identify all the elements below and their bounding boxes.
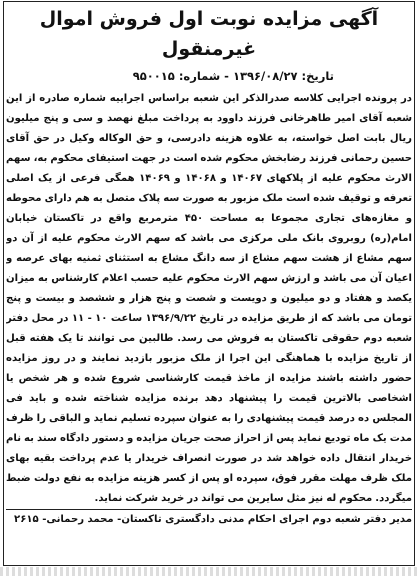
notice-date-number: تاریخ: ۱۳۹۶/۰۸/۲۷ - شماره: ۹۵۰۰۱۵	[132, 69, 334, 83]
notice-content	[6, 4, 412, 562]
notice-signature: مدیر دفتر شعبه دوم اجرای احکام مدنی دادگستری تاکستان- محمد رحمانی- ۲۶۱۵	[6, 509, 412, 530]
scan-edge	[0, 567, 418, 576]
notice-title: آگهی مزایده نوبت اول فروش اموال غیرمنقول	[39, 8, 379, 60]
notice-body: در پرونده اجرایی کلاسه صدرالذکر این شعبه براساس اجراییه شماره صادره از این شعبه آقای امیر طاهرخانی فرزند داوود به پرداخت مبلغ نهصد و سی و پنج میلیون ریال بابت اصل خواسته، به علاوه هزینه دادرسی، و حق الوکاله وکیل در حق آقای حسین رحمانی فرزند رضابخش محکوم شده است در جهت استیفای محکوم به، سهم الارث محکوم علیه از پلاکهای ۱۴۰۶۷ و ۱۴۰۶۸ و ۱۴۰۶۹ همگی فرعی از یک اصلی تعرفه و توقیف شده است ملک مزبور به صورت سه پلاک متصل به هم دارای محوطه و مغازه‌های تجاری مجموعا به مساحت ۴۵۰ مترمربع واقع در تاکستان خیابان امام(ره) روبروی بانک ملی مرکزی می باشد که سهم الارث محکوم علیه از آن دو سهم مشاع از هشت سهم مشاع از سه دانگ مشاع به استثنای ثمنیه بهای عرصه و اعیان آن می باشد و ارزش سهم الارث محکوم علیه حسب اعلام کارشناس به میزان یکصد و هفتاد و دو میلیون و دویست و شصت و پنج هزار و ششصد و بیست و پنج تومان می باشد که از طریق مزایده در تاریخ ۱۳۹۶/۹/۲۲ ساعت ۱۰ - ۱۱ در محل دفتر شعبه دوم حقوقی تاکستان به فروش می رسد. طالبین می توانند تا یک هفته قبل از تاریخ مزایده با هماهنگی این اجرا از ملک مزبور بازدید نمایند و در روز مزایده حضور داشته باشند مزایده از ماخذ قیمت کارشناسی شروع شده و هر شخص یا اشخاصی بالاترین قیمت را پیشنهاد دهد برنده مزایده شناخته شده و باید فی المجلس ده درصد قیمت پیشنهادی را به عنوان سپرده تسلیم نماید و الباقی را ظرف مدت یک ماه تودیع نماید پس از احراز صحت جریان مزایده و دستور دادگاه سند به نام خریدار انتقال داده خواهد شد در صورت انصراف خریدار یا عدم پرداخت بقیه بهای ملک ظرف مهلت مقرر فوق، سپرده او پس از کسر هزینه مزایده به نفع دولت ضبط میگردد. محکوم له نیز مثل سایرین می تواند در خرید شرکت نماید.	[6, 93, 412, 504]
